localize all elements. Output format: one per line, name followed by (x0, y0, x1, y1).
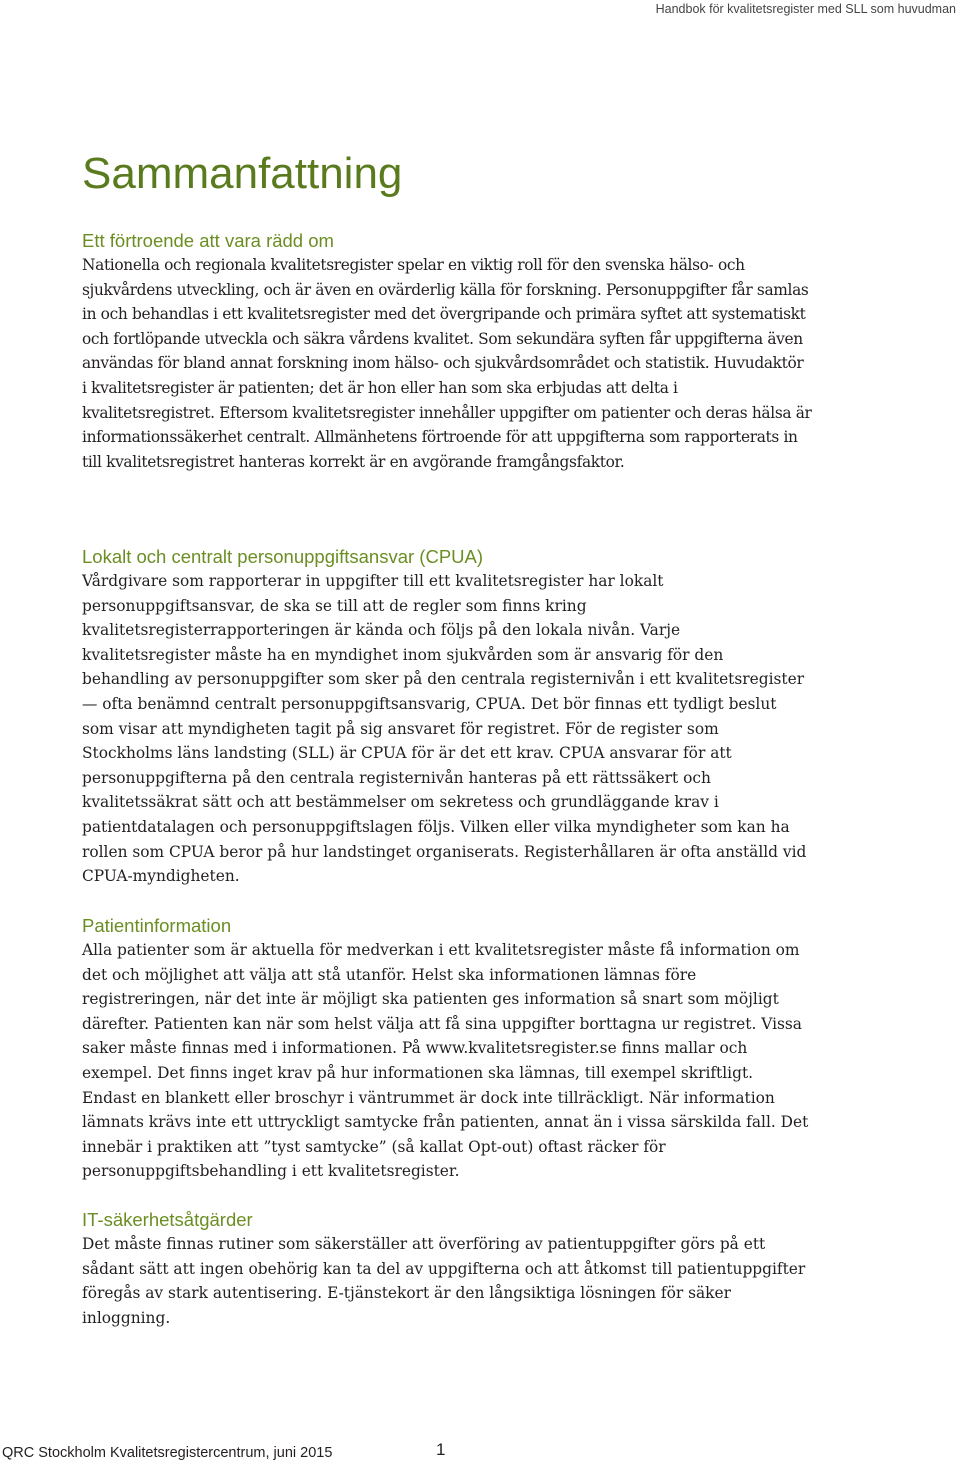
section-body: Nationella och regionala kvalitetsregister spelar en viktig roll för den svenska hälso- och sjukvårdens utveckling, och är även en ovärderlig källa för forskning. Personuppgifter får samlas in och behandlas i ett kvalitetsregister med det övergripande och primära syftet att systematiskt och fortlöpande utveckla och säkra vårdens kvalitet. Som sekundära syften får uppgifterna även användas för bland annat forskning inom hälso- och sjukvårdsområdet och statistik. Huvudaktör i kvalitetsregister är patienten; det är hon eller han som ska erbjudas att delta i kvalitetsregistret. Eftersom kvalitetsregister innehåller uppgifter om patienter och deras hälsa är informationssäkerhet centralt. Allmänhetens förtroende för att uppgifterna som rapporterats in till kvalitetsregistret hanteras korrekt är en avgörande framgångsfaktor. (82, 256, 812, 471)
section-body: Alla patienter som är aktuella för medverkan i ett kvalitetsregister måste få information om det och möjlighet att välja att stå utanför. Helst ska informationen lämnas före registreringen, när det inte är möjligt ska patienten ges information så snart som möjligt därefter. Patienten kan när som helst välja att få sina uppgifter borttagna ur registret. Vissa saker måste finnas med i informationen. På www.kvalitetsregister.se finns mallar och exempel. Det finns inget krav på hur informationen ska lämnas, till exempel skriftligt. Endast en blankett eller broschyr i väntrummet är dock inte tillräckligt. När information lämnats krävs inte ett uttryckligt samtycke från patienten, annat än i vissa särskilda fall. Det innebär i praktiken att ”tyst samtycke” (så kallat Opt-out) oftast räcker för personuppgiftsbehandling i ett kvalitetsregister. (82, 941, 809, 1181)
section-heading: Lokalt och centralt personuppgiftsansvar (CPUA) (82, 546, 484, 567)
page-title: Sammanfattning (82, 149, 403, 198)
section-heading: Patientinformation (82, 915, 232, 936)
running-header: Handbok för kvalitetsregister med SLL som huvudman (655, 2, 956, 16)
section-body: Vårdgivare som rapporterar in uppgifter till ett kvalitetsregister har lokalt personuppgiftsansvar, de ska se till att de regler som finns kring kvalitetsregisterrapporteringen är kända och följs på den lokala nivån. Varje kvalitetsregister måste ha en myndighet inom sjukvården som är ansvarig för den behandling av personuppgifter som sker på den centrala registernivån i ett kvalitetsregister — ofta benämnd centralt personuppgiftsansvarig, CPUA. Det bör finnas ett tydligt beslut som visar att myndigheten tagit på sig ansvaret för registret. För de register som Stockholms läns landsting (SLL) är CPUA för är det ett krav. CPUA ansvarar för att personuppgifterna på den centrala registernivån hanteras på ett rättssäkert och kvalitetssäkrat sätt och att bestämmelser om sekretess och grundläggande krav i patientdatalagen och personuppgiftslagen följs. Vilken eller vilka myndigheter som kan ha rollen som CPUA beror på hur landstinget organiserats. Registerhållaren är ofta anställd vid CPUA-myndigheten. (82, 572, 807, 886)
section-body: Det måste finnas rutiner som säkerställer att överföring av patientuppgifter görs på ett sådant sätt att ingen obehörig kan ta del av uppgifterna och att åtkomst till patientuppgifter föregås av stark autentisering. E-tjänstekort är den långsiktiga lösningen för säker inloggning. (82, 1235, 806, 1327)
section-heading: Ett förtroende att vara rädd om (82, 230, 334, 251)
footer-text: QRC Stockholm Kvalitetsregistercentrum, juni 2015 (2, 1445, 333, 1461)
page-number: 1 (436, 1440, 446, 1459)
section-heading: IT-säkerhetsåtgärder (82, 1209, 253, 1230)
section-personuppgiftsansvar (82, 545, 812, 889)
section-fortroende (82, 229, 812, 474)
section-patientinformation (82, 914, 812, 1184)
section-it-sakerhet (82, 1208, 812, 1330)
